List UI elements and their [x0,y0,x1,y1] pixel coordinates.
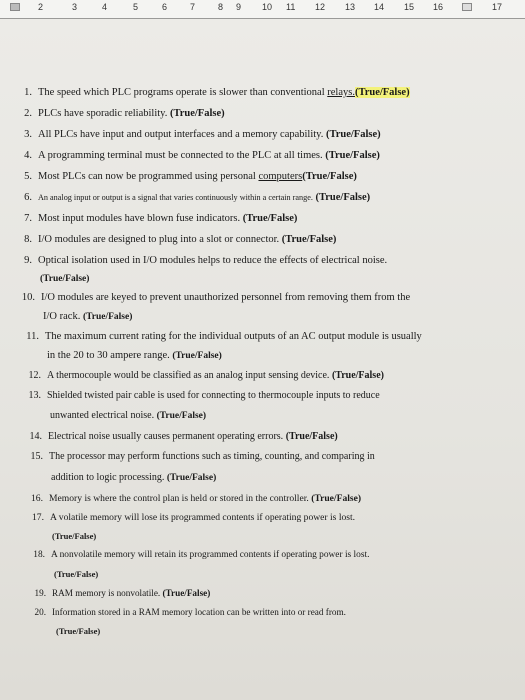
true-false-label: (True/False) [302,171,357,182]
question-text: unwanted electrical noise. [50,410,155,421]
question-text: A thermocouple would be classified as an analog input sensing device. [47,370,330,381]
true-false-label: (True/False) [82,312,133,322]
ruler-number: 8 [218,2,224,12]
ruler-number: 12 [315,2,326,12]
question-text: Most PLCs can now be programmed using personal [38,171,259,182]
true-false-label: (True/False) [315,192,371,203]
question-text: Memory is where the control plan is held or stored in the controller. [49,493,309,504]
question-text: A programming terminal must be connected to the PLC at all times. [38,150,323,161]
question-text: RAM memory is nonvolatile. [52,588,161,598]
question-text: The speed which PLC programs operate is slower than conventional [38,87,328,98]
underlined-word: computers [258,171,303,182]
underlined-word: relays. [327,87,355,98]
question-text: Shielded twisted pair cable is used for connecting to thermocouple inputs to reduce [47,390,380,401]
question-text: A nonvolatile memory will retain its programmed contents if operating power is lost. [51,550,370,560]
left-indent-marker[interactable] [10,3,20,11]
ruler-number: 9 [236,2,242,12]
question-text: I/O modules are designed to plug into a slot or connector. [38,234,280,245]
true-false-label: (True/False) [281,234,337,245]
question-text: The maximum current rating for the individual outputs of an AC output module is usually [45,331,422,342]
true-false-label: (True/False) [166,473,217,483]
question-text: Information stored in a RAM memory location can be written into or read from. [52,607,346,617]
ruler-number: 13 [345,2,356,12]
ruler-number: 4 [102,2,108,12]
true-false-label: (True/False) [326,129,381,140]
ruler-number: 15 [404,2,415,12]
document-page: 1. The speed which PLC programs operate is slower than conventional relays.(True/False) 2. PLCs have sporadic reliability. (True/False) 3. All PLCs have input and output interfaces and a memory capability. (True/False) 4. A programming terminal must be connected to the PLC at all times. (True/False) 5. Most PLCs can now be programmed using personal computers(True/False) 6. An analog input or output is a signal that varies continuously within a certain range. (True/False) 7. Most input modules have blown fuse indicators. (True/False) 8. I/O modules are designed to plug into a slot or connector. (True/False) 9. Optical isolation used in I/O modules helps to reduce the effects of electrical noise. (True/False) 10. I/O modules are keyed to prevent unauthorized personnel from removing them from the I/O rack. (True/False) 11. The maximum current rating for the individual outputs of an AC output module is usually in the 20 to 30 ampere range. (True/False) 12. A thermocouple would be classified as an analog input sensing device. (True/False) 13. Shielded twisted pair cable is used for connecting to thermocouple inputs to reduce unwanted electrical noise. (True/False) 14. Electrical noise usually causes permanent operating errors. (True/False) 15. The processor may perform functions such as timing, counting, and comparing in addition to logic processing. (True/False) 16. Memory is where the control plan is held or stored in the controller. (True/False) 17. A volatile memory will lose its programmed contents if operating power is lost. (True/False) 18. A nonvolatile memory will retain its programmed contents if operating power is lost. (True/False) 19. RAM memory is nonvolatile. (True/False) 20. Information stored in a RAM memory location can be written into or read from. (True/False) [0,19,525,700]
true-false-label: (True/False) [56,626,101,636]
ruler-number: 17 [492,2,503,12]
ruler-number: 10 [262,2,273,12]
question-text: A volatile memory will lose its programmed contents if operating power is lost. [50,512,356,523]
question-text: The processor may perform functions such as timing, counting, and comparing in [49,451,375,462]
ruler-number: 7 [190,2,196,12]
ruler-number: 11 [286,2,296,12]
true-false-label: (True/False) [285,431,338,442]
ruler-number: 6 [162,2,168,12]
true-false-label: (True/False) [311,493,362,504]
question-text: I/O modules are keyed to prevent unauthorized personnel from removing them from the [41,292,411,303]
question-text: An analog input or output is a signal that varies continuously within a certain range. [38,193,313,202]
right-indent-marker[interactable] [462,3,472,11]
true-false-label: (True/False) [40,274,90,284]
question-text: All PLCs have input and output interfaces and a memory capability. [38,129,324,140]
question-text: PLCs have sporadic reliability. [38,108,168,119]
ruler-number: 3 [72,2,78,12]
question-text: Most input modules have blown fuse indicators. [38,213,241,224]
true-false-label: (True/False) [54,569,99,579]
ruler-number: 2 [38,2,44,12]
true-false-label: (True/False) [52,531,97,541]
true-false-label: (True/False) [325,150,380,161]
true-false-label: (True/False) [242,213,298,224]
true-false-label: (True/False) [156,411,207,421]
true-false-label: (True/False) [354,87,410,98]
ruler-number: 16 [433,2,444,12]
question-text: Optical isolation used in I/O modules helps to reduce the effects of electrical noise. [38,255,388,266]
ruler [0,0,525,19]
true-false-label: (True/False) [172,351,222,361]
question-text: addition to logic processing. [51,472,165,483]
question-text: Electrical noise usually causes permanent operating errors. [48,431,284,442]
true-false-label: (True/False) [331,370,384,381]
question-text: in the 20 to 30 ampere range. [47,350,170,361]
ruler-number: 5 [133,2,139,12]
true-false-label: (True/False) [170,108,225,119]
true-false-label: (True/False) [162,588,211,598]
ruler-number: 14 [374,2,385,12]
question-text: I/O rack. [43,311,81,322]
